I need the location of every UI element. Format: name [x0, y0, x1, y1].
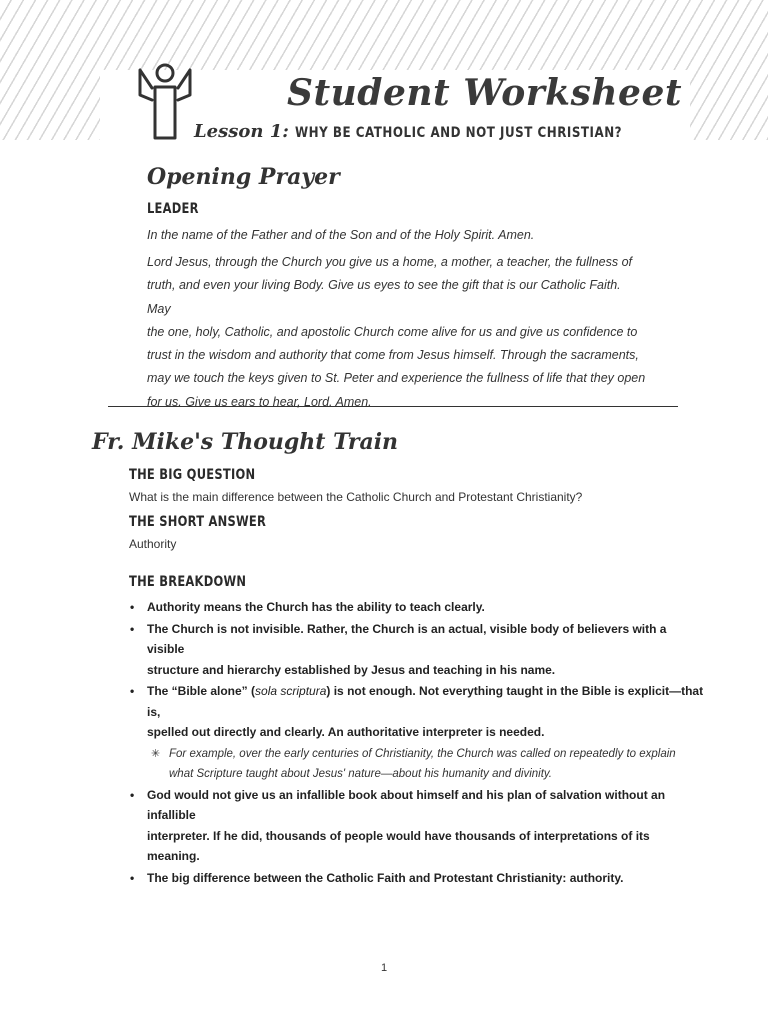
list-item: • The big difference between the Catholic Faith and Protestant Christianity: authority.: [129, 868, 704, 889]
page-number: 1: [380, 962, 388, 974]
prayer-line: Lord Jesus, through the Church you give us a home, a mother, a teacher, the fullness of: [147, 255, 633, 269]
leader-heading: LEADER: [147, 201, 199, 217]
latin-term: sola scriptura: [255, 684, 327, 698]
prayer-line: for us. Give us ears to hear, Lord. Amen.: [147, 394, 372, 409]
big-question-text: What is the main difference between the Catholic Church and Protestant Christianity?: [129, 490, 583, 504]
list-item: • The “Bible alone” (sola scriptura) is not enough. Not everything taught in the Bible is explicit—that is, spelled out directly and clearly. An authoritative interpreter is needed.: [129, 681, 704, 743]
prayer-line: the one, holy, Catholic, and apostolic Church come alive for us and give us confidence to: [147, 324, 638, 339]
asterisk-bullet-icon: ✳: [151, 747, 161, 760]
prayer-body: [147, 251, 647, 414]
thought-train-heading: Fr. Mike's Thought Train: [92, 429, 399, 455]
short-answer-text: Authority: [129, 537, 177, 551]
lesson-colon: :: [282, 121, 296, 142]
lesson-subtitle: [194, 121, 680, 142]
prayer-line: truth, and even your living Body. Give us eyes to see the gift that is our Catholic Faith. May: [147, 278, 621, 316]
section-divider: [108, 406, 678, 407]
angel-icon: [130, 60, 200, 142]
prayer-line: may we touch the keys given to St. Peter and experience the fullness of life that they open: [147, 371, 646, 386]
prayer-line: trust in the wisdom and authority that come from Jesus himself. Through the sacraments,: [147, 348, 639, 363]
opening-prayer-heading: Opening Prayer: [147, 164, 340, 190]
big-question-heading: THE BIG QUESTION: [129, 467, 256, 483]
sub-list-item: ✳ For example, over the early centuries of Christianity, the Church was called on repeatedly to explain what Scripture taught about Jesus' nature—about his humanity and divinity.: [129, 744, 704, 784]
breakdown-heading: THE BREAKDOWN: [129, 574, 247, 590]
list-item: • The Church is not invisible. Rather, the Church is an actual, visible body of believers with a visible structure and hierarchy established by Jesus and teaching in his name.: [129, 619, 704, 681]
lesson-title: WHY BE CATHOLIC AND NOT JUST CHRISTIAN?: [295, 125, 623, 141]
list-item: • Authority means the Church has the ability to teach clearly.: [129, 597, 704, 618]
lesson-label: Lesson 1: [193, 121, 283, 142]
list-item: • God would not give us an infallible book about himself and his plan of salvation without an infallible interpreter. If he did, thousands of people would have thousands of interpretations of its meaning.: [129, 785, 704, 867]
page-title: Student Worksheet: [286, 72, 682, 114]
short-answer-heading: THE SHORT ANSWER: [129, 514, 267, 530]
prayer-opening-line: In the name of the Father and of the Son and of the Holy Spirit. Amen.: [147, 228, 535, 242]
breakdown-list: [129, 597, 704, 889]
